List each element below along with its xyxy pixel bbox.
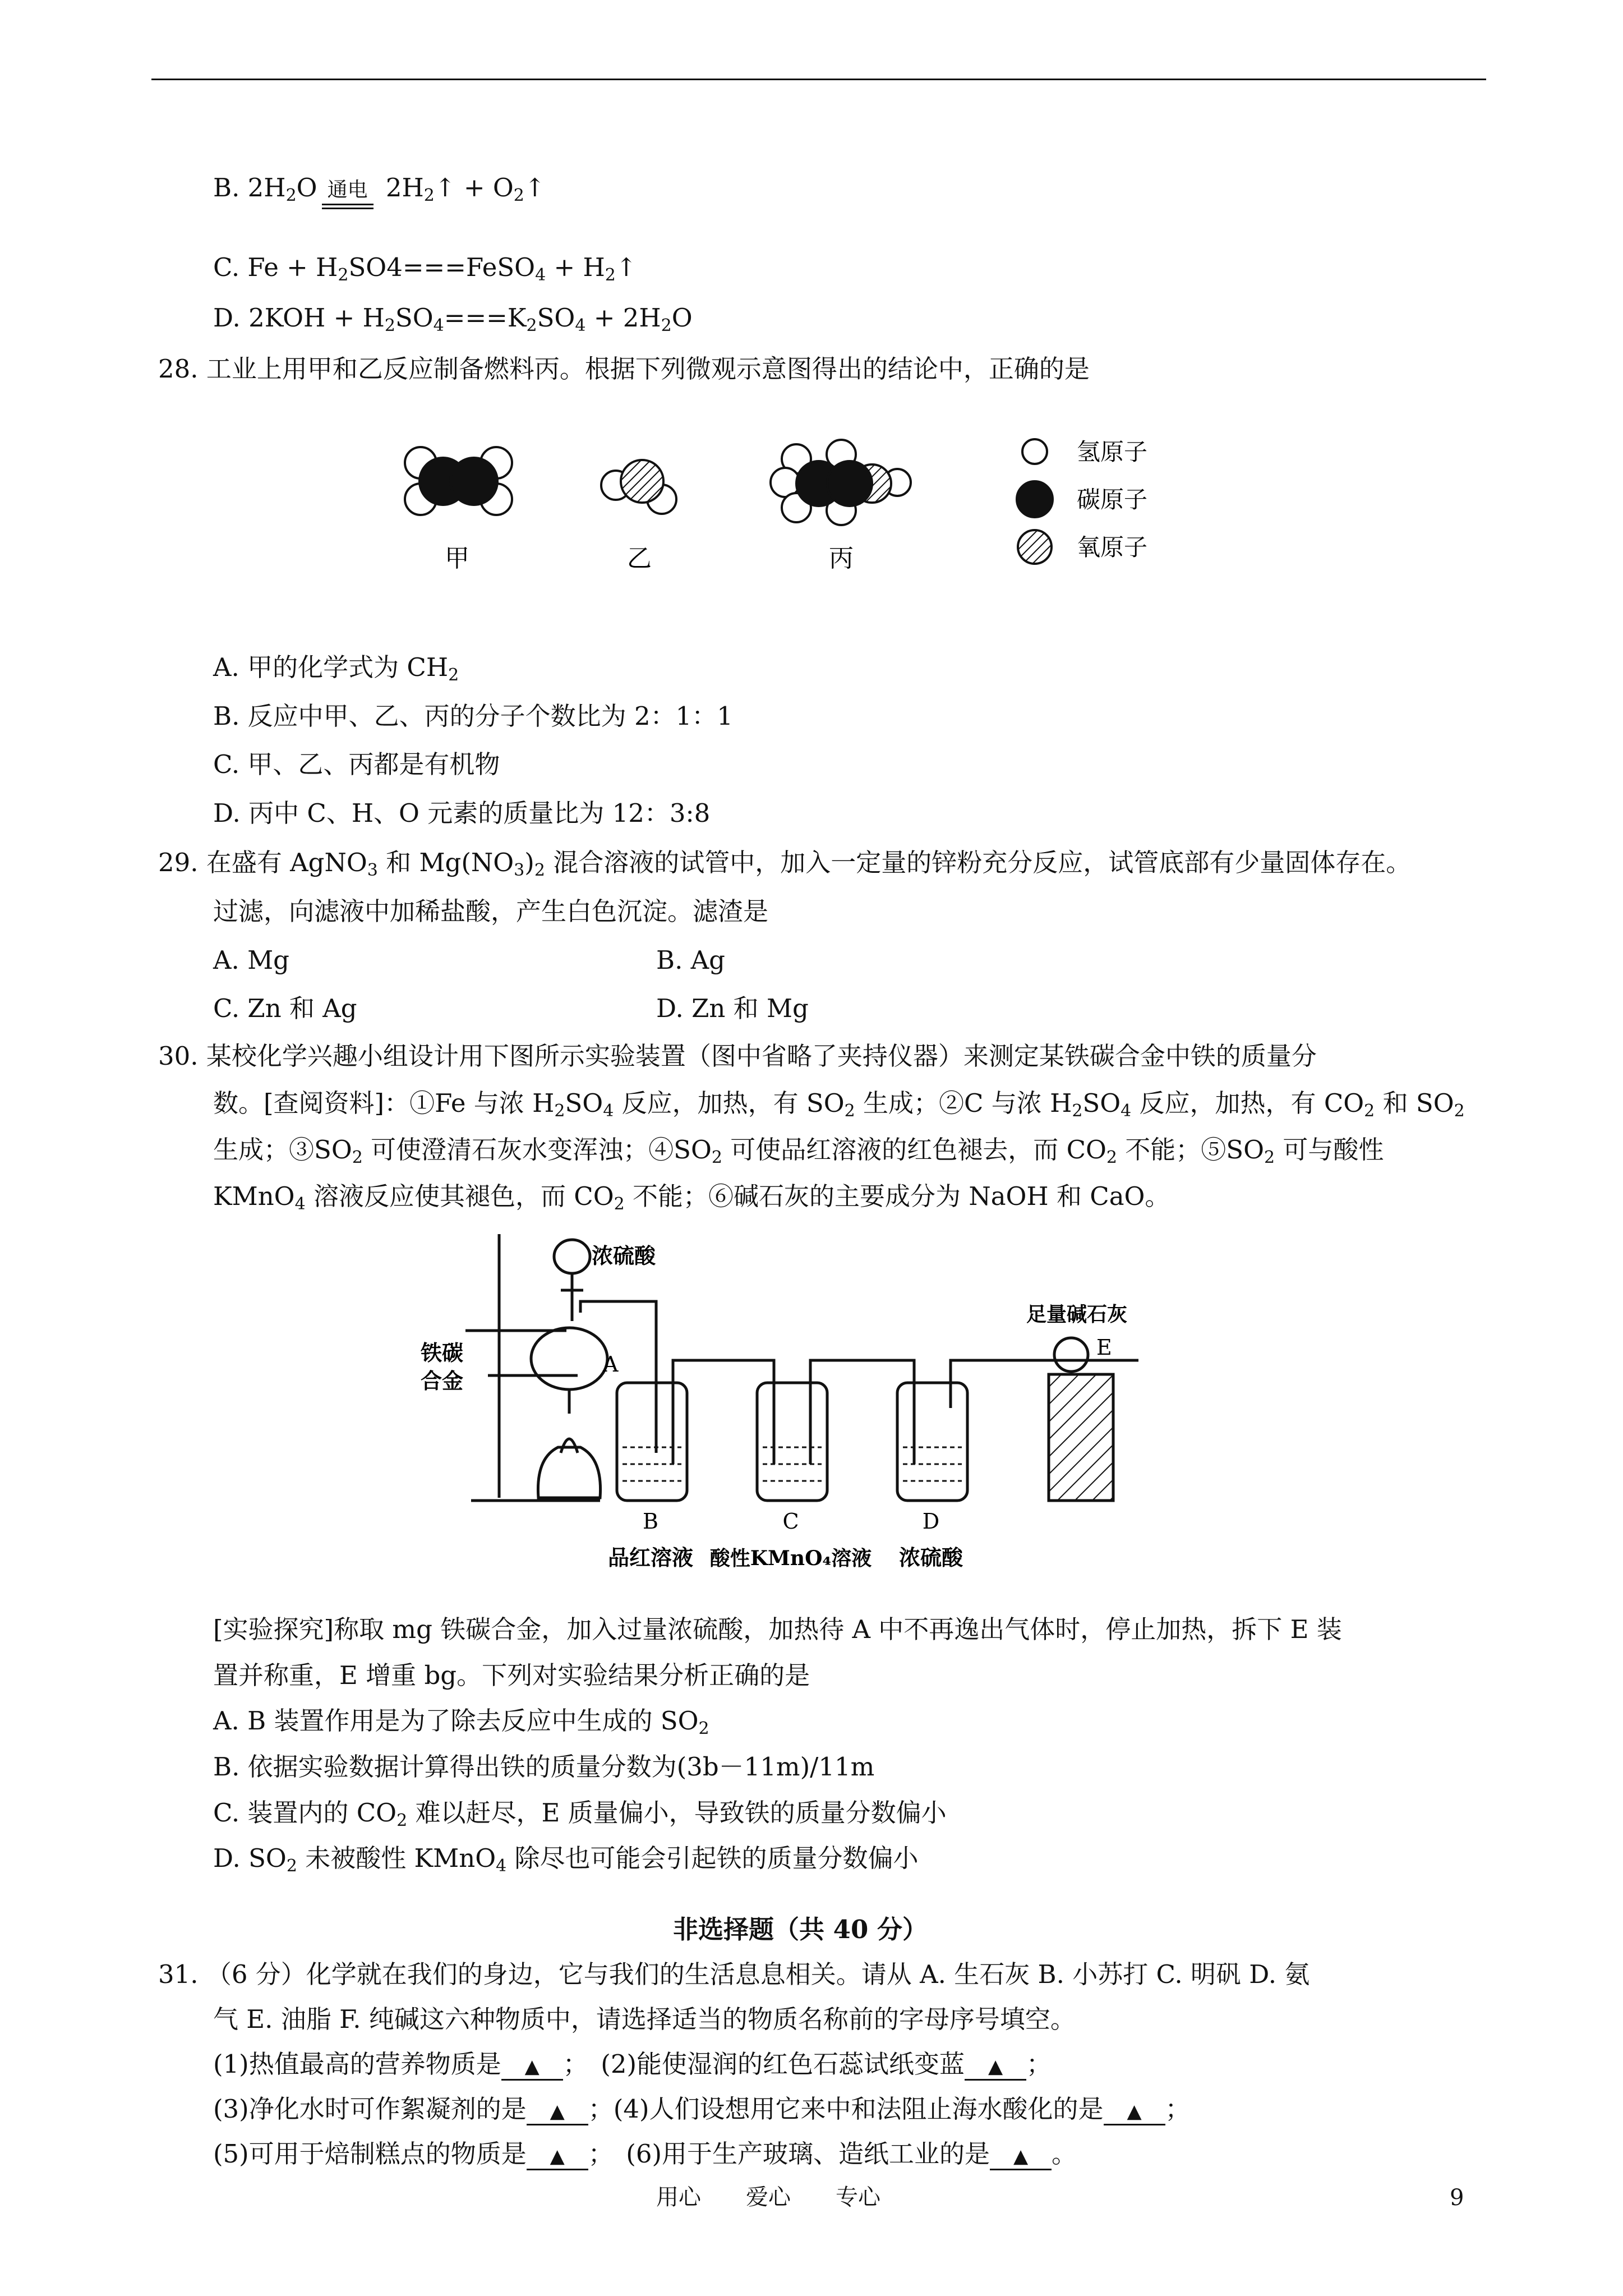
- q29-stem-line2: 过滤，向滤液中加稀盐酸，产生白色沉淀。滤渣是: [213, 896, 769, 926]
- molecule-legend: [1017, 439, 1053, 564]
- footer-motto: 用心 爱心 专心: [656, 2184, 880, 2210]
- section-title: 非选择题（共 40 分）: [673, 1915, 928, 1944]
- label-e: E: [1096, 1335, 1112, 1360]
- q28-option-c: C. 甲、乙、丙都是有机物: [213, 749, 500, 779]
- label-b: B: [643, 1509, 658, 1534]
- answer-blank[interactable]: ▲: [965, 2054, 1026, 2081]
- q31-stem-line2: 气 E. 油脂 F. 纯碱这六种物质中，请选择适当的物质名称前的字母序号填空。: [213, 2004, 1076, 2034]
- q30-explore-line1: [实验探究]称取 mg 铁碳合金，加入过量浓硫酸，加热待 A 中不再逸出气体时，停止加热，拆下 E 装: [213, 1614, 1342, 1644]
- q30-explore-line2: 置并称重，E 增重 bg。下列对实验结果分析正确的是: [213, 1660, 810, 1690]
- q29-option-a: A. Mg: [213, 945, 289, 975]
- header-rule: [151, 79, 1486, 80]
- answer-blank[interactable]: ▲: [1104, 2099, 1165, 2125]
- q29-option-b: B. Ag: [656, 945, 725, 975]
- answer-blank[interactable]: ▲: [527, 2144, 588, 2170]
- flask-a: [531, 1328, 607, 1389]
- label-b-solution: 品红溶液: [607, 1545, 694, 1570]
- label-yi: 乙: [627, 544, 652, 573]
- q29-option-c: C. Zn 和 Ag: [213, 993, 357, 1023]
- label-d-solution: 浓硫酸: [898, 1545, 963, 1570]
- label-acid: 浓硫酸: [592, 1243, 656, 1268]
- page-number: 9: [1450, 2185, 1464, 2211]
- label-c-solution: 酸性KMnO₄溶液: [709, 1547, 872, 1570]
- q28-option-b: B. 反应中甲、乙、丙的分子个数比为 2：1：1: [213, 701, 733, 731]
- apparatus-diagram: [409, 1223, 1251, 1593]
- q27-option-b: B. $2H_2O$ 通电 $2H_2↑$ + $O_2↑$: [213, 171, 546, 207]
- support-block: [1049, 1374, 1113, 1501]
- reaction-condition: 通电: [322, 173, 374, 207]
- molecule-bing: [771, 440, 911, 525]
- q30-stem-line4: KMnO$_4$ 溶液反应使其褪色，而 $CO_2$ 不能；⑥碱石灰的主要成分为 NaOH 和 CaO。: [213, 1181, 1170, 1214]
- q30-stem-line2: 数。[查阅资料]：①Fe 与浓 $H_2SO_4$ 反应，加热，有 $SO_2$ 生成；②C 与浓 $H_2SO_4$ 反应，加热，有 $CO_2$ 和 $SO_2$: [213, 1088, 1465, 1121]
- answer-blank[interactable]: ▲: [501, 2054, 563, 2081]
- label-a: A: [603, 1352, 619, 1377]
- q27-option-c: C. $Fe + H_2SO4===FeSO_4$ + $H_2↑$: [213, 252, 637, 285]
- q28-option-d: D. 丙中 C、H、O 元素的质量比为 12：3:8: [213, 798, 711, 828]
- q30-option-d: D. $SO_2$ 未被酸性 KMnO$_4$ 除尽也可能会引起铁的质量分数偏小: [213, 1843, 919, 1876]
- q29-stem-line1: 29. 在盛有 AgNO$_3$ 和 $Mg(NO_3)_2$ 混合溶液的试管中，加入一定量的锌粉充分反应，试管底部有少量固体存在。: [158, 848, 1412, 880]
- drying-tube-e: [1054, 1338, 1088, 1372]
- molecule-jia: [405, 447, 512, 515]
- label-alloy-1: 铁碳: [421, 1340, 464, 1365]
- molecule-yi: [601, 460, 676, 514]
- q30-stem-line1: 30. 某校化学兴趣小组设计用下图所示实验装置（图中省略了夹持仪器）来测定某铁碳合金中铁的质量分: [158, 1041, 1317, 1071]
- q30-option-c: C. 装置内的 $CO_2$ 难以赶尽，E 质量偏小，导致铁的质量分数偏小: [213, 1798, 947, 1830]
- label-d: D: [922, 1509, 940, 1534]
- legend-carbon: 碳原子: [1077, 486, 1148, 513]
- molecule-diagram: [393, 432, 1234, 595]
- answer-blank[interactable]: ▲: [990, 2144, 1052, 2170]
- q29-option-d: D. Zn 和 Mg: [656, 993, 809, 1023]
- q28-option-a: A. 甲的化学式为 $CH_2$: [213, 652, 459, 685]
- q31-row3: (5)可用于焙制糕点的物质是 ▲ ； (6)用于生产玻璃、造纸工业的是 ▲ 。: [213, 2137, 1077, 2171]
- q30-stem-line3: 生成；$③SO_2$ 可使澄清石灰水变浑浊；$④SO_2$ 可使品红溶液的红色褪去，而 $CO_2$ 不能；$⑤SO_2$ 可与酸性: [213, 1135, 1384, 1167]
- bottle-c: [757, 1383, 827, 1501]
- q31-stem-line1: 31. （6 分）化学就在我们的身边，它与我们的生活息息相关。请从 A. 生石灰 B. 小苏打 C. 明矾 D. 氨: [158, 1959, 1310, 1989]
- q31-row2: (3)净化水时可作絮凝剂的是 ▲ ；(4)人们设想用它来中和法阻止海水酸化的是 ▲ ；: [213, 2092, 1191, 2126]
- legend-oxygen: 氧原子: [1077, 533, 1148, 561]
- bottle-b: [617, 1383, 687, 1501]
- q28-stem: 28. 工业上用甲和乙反应制备燃料丙。根据下列微观示意图得出的结论中，正确的是: [158, 354, 1090, 384]
- label-c: C: [782, 1509, 799, 1534]
- label-jia: 甲: [445, 544, 469, 573]
- legend-hydrogen: 氢原子: [1077, 438, 1148, 466]
- q30-option-b: B. 依据实验数据计算得出铁的质量分数为(3b－11m)/11m: [213, 1752, 875, 1782]
- q27-option-d: D. $2KOH + H_2SO_4===K_2SO_4 + 2H_2O$: [213, 303, 693, 335]
- bottle-d: [897, 1383, 967, 1501]
- q31-row1: (1)热值最高的营养物质是 ▲ ； (2)能使湿润的红色石蕊试纸变蓝 ▲ ；: [213, 2047, 1052, 2081]
- answer-blank[interactable]: ▲: [527, 2099, 588, 2125]
- label-alloy-2: 合金: [421, 1368, 464, 1393]
- q30-option-a: A. B 装置作用是为了除去反应中生成的 $SO_2$: [213, 1706, 709, 1738]
- label-bing: 丙: [829, 544, 854, 573]
- label-lime: 足量碱石灰: [1026, 1303, 1128, 1326]
